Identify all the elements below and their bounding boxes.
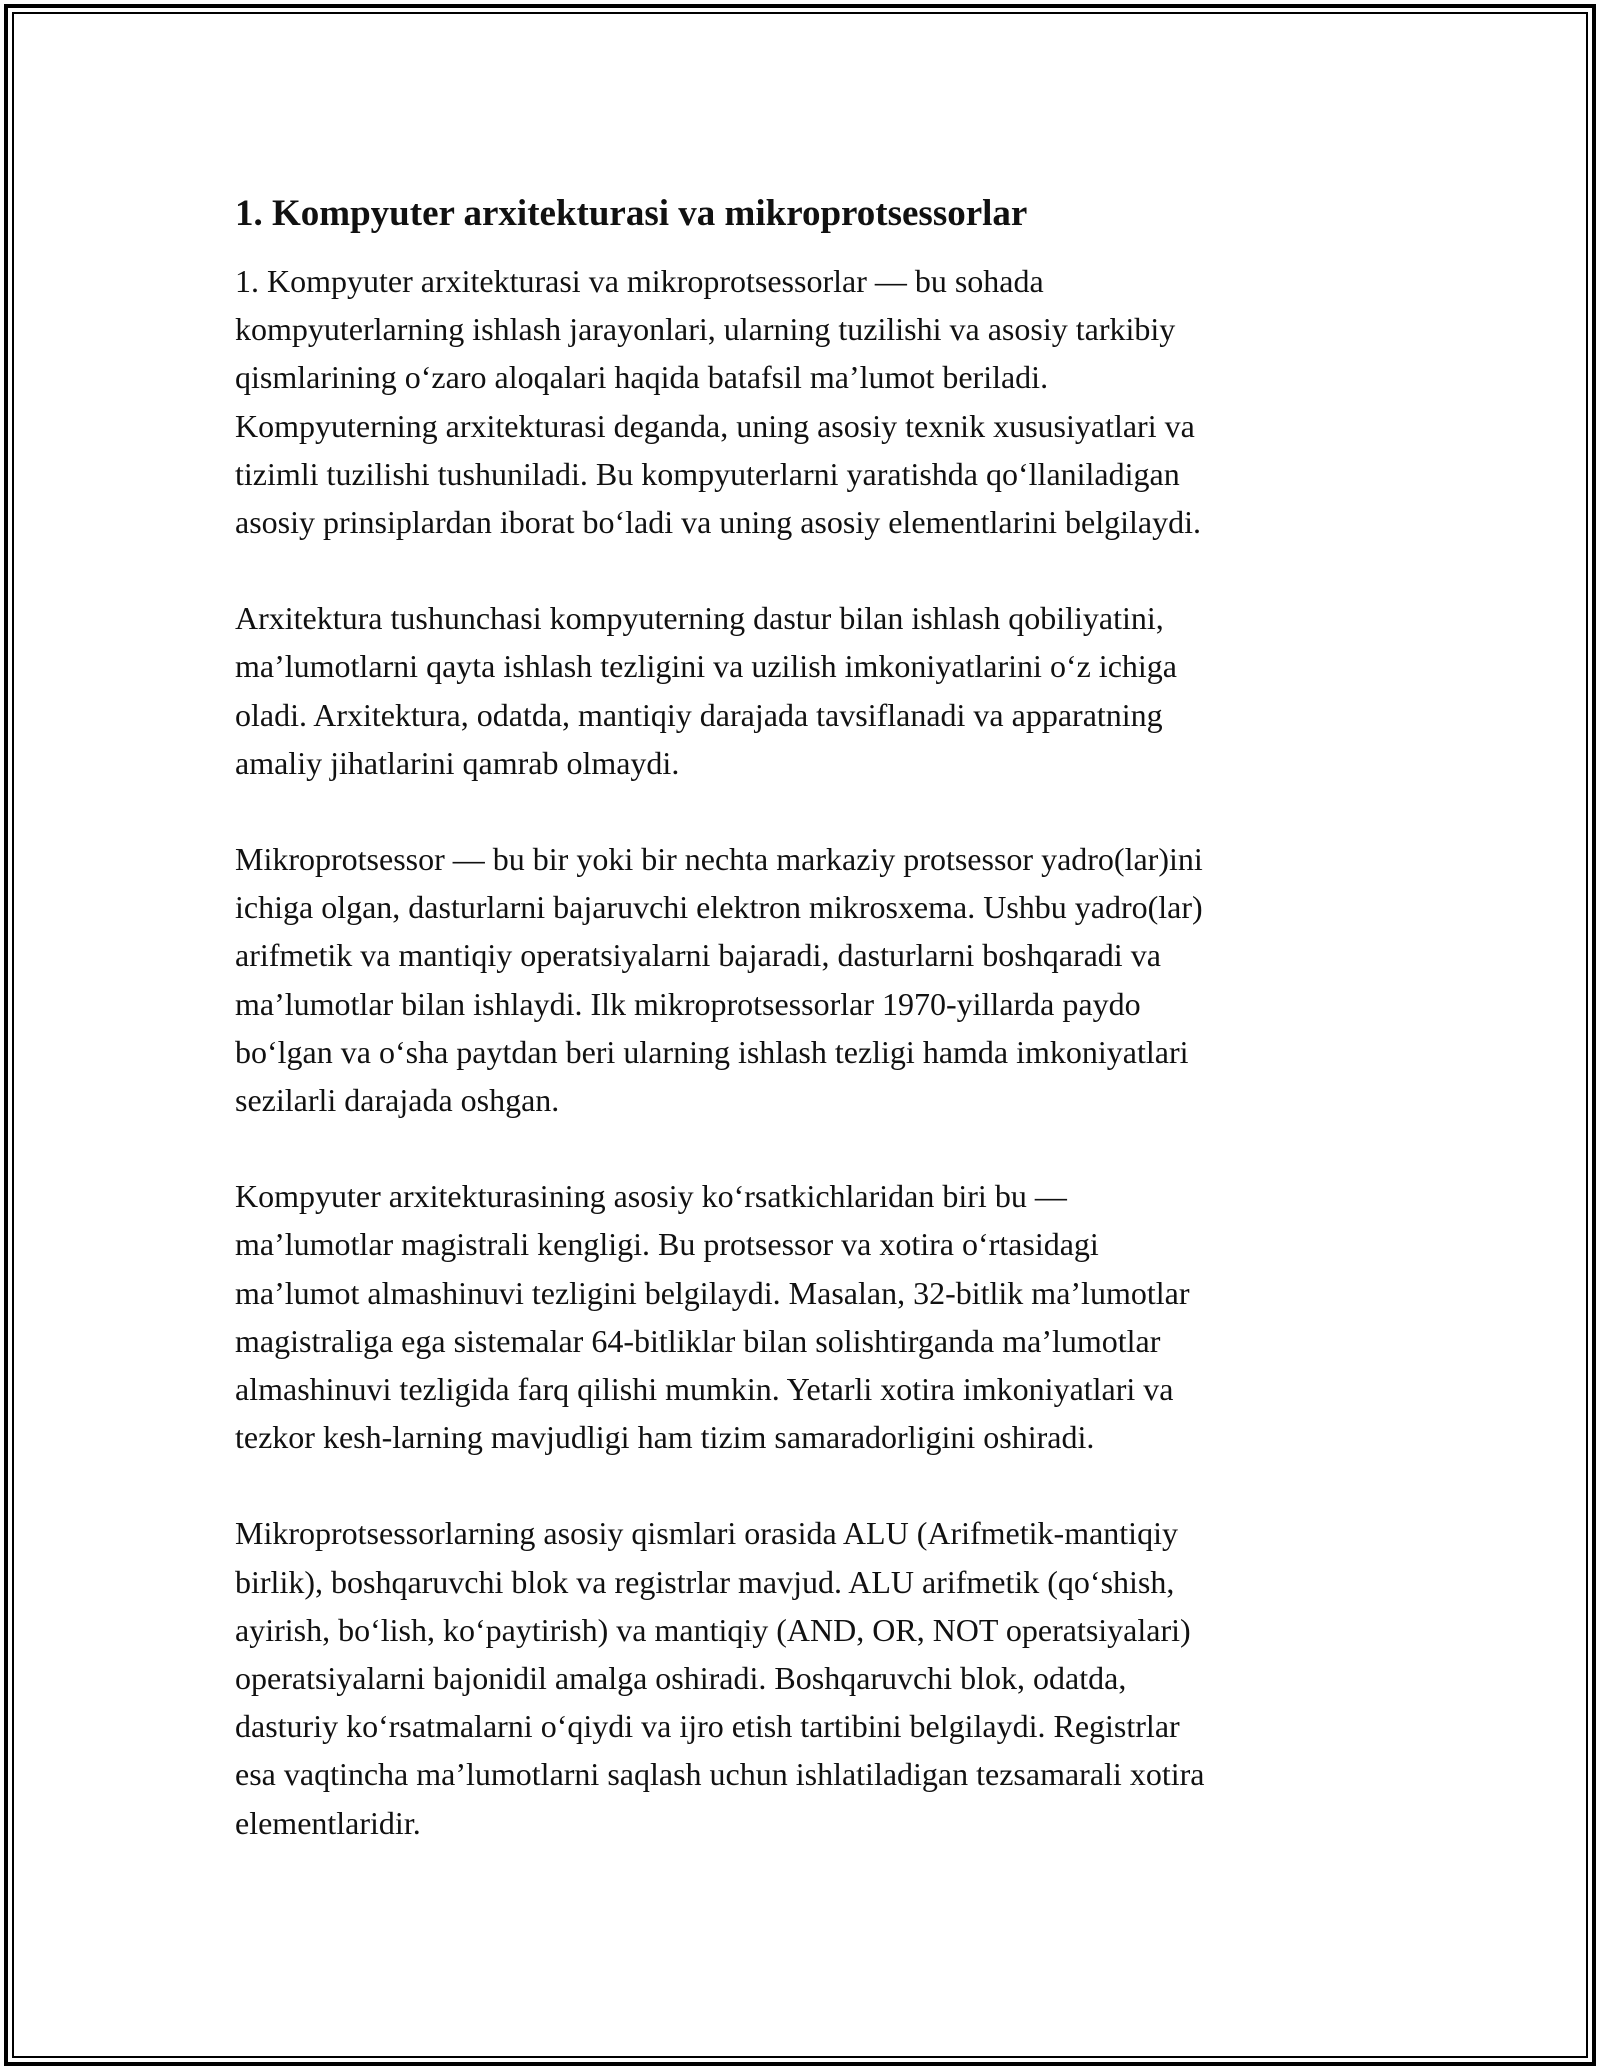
- paragraph-architecture: Arxitektura tushunchasi kompyuterning dastur bilan ishlash qobiliyatini, maʼlumotlarni qayta ishlash tezligini va uzilish imkoniyatlarini oʻz ichiga oladi. Arxitektura, odatda, mantiqiy darajada tavsiflanadi va apparatning amaliy jihatlarini qamrab olmaydi.: [235, 600, 1177, 781]
- paragraph-components: Mikroprotsessorlarning asosiy qismlari orasida ALU (Arifmetik-mantiqiy birlik), boshqaruvchi blok va registrlar mavjud. ALU arifmetik (qoʻshish, ayirish, boʻlish, koʻpaytirish) va mantiqiy (AND, OR, NOT operatsiyalari) operatsiyalarni bajonidil amalga oshiradi. Boshqaruvchi blok, odatda, dasturiy koʻrsatmalarni oʻqiydi va ijro etish tartibini belgilaydi. Registrlar esa vaqtincha maʼlumotlarni saqlash uchun ishlatiladigan tezsamarali xotira elementlaridir.: [235, 1515, 1205, 1841]
- document-body: [235, 188, 1355, 1895]
- paragraph-intro: 1. Kompyuter arxitekturasi va mikroprotsessorlar — bu sohada kompyuterlarning ishlash jarayonlari, ularning tuzilishi va asosiy tarkibiy qismlarining oʻzaro aloqalari haqida batafsil maʼlumot beriladi. Kompyuterning arxitekturasi deganda, uning asosiy texnik xususiyatlari va tizimli tuzilishi tushuniladi. Bu kompyuterlarni yaratishda qoʻllaniladigan asosiy prinsiplardan iborat boʻladi va uning asosiy elementlarini belgilaydi.: [235, 263, 1201, 541]
- paragraph-microprocessor: Mikroprotsessor — bu bir yoki bir nechta markaziy protsessor yadro(lar)ini ichiga olgan, dasturlarni bajaruvchi elektron mikrosxema. Ushbu yadro(lar) arifmetik va mantiqiy operatsiyalarni bajaradi, dasturlarni boshqaradi va maʼlumotlar bilan ishlaydi. Ilk mikroprotsessorlar 1970-yillarda paydo boʻlgan va oʻsha paytdan beri ularning ishlash tezligi hamda imkoniyatlari sezilarli darajada oshgan.: [235, 841, 1203, 1119]
- paragraph-data-bus: Kompyuter arxitekturasining asosiy koʻrsatkichlaridan biri bu — maʼlumotlar magistrali kengligi. Bu protsessor va xotira oʻrtasidagi maʼlumot almashinuvi tezligini belgilaydi. Masalan, 32-bitlik maʼlumotlar magistraliga ega sistemalar 64-bitliklar bilan solishtirganda maʼlumotlar almashinuvi tezligida farq qilishi mumkin. Yetarli xotira imkoniyatlari va tezkor kesh-larning mavjudligi ham tizim samaradorligini oshiradi.: [235, 1178, 1190, 1456]
- page-title: 1. Kompyuter arxitekturasi va mikroprotsessorlar: [235, 193, 1028, 234]
